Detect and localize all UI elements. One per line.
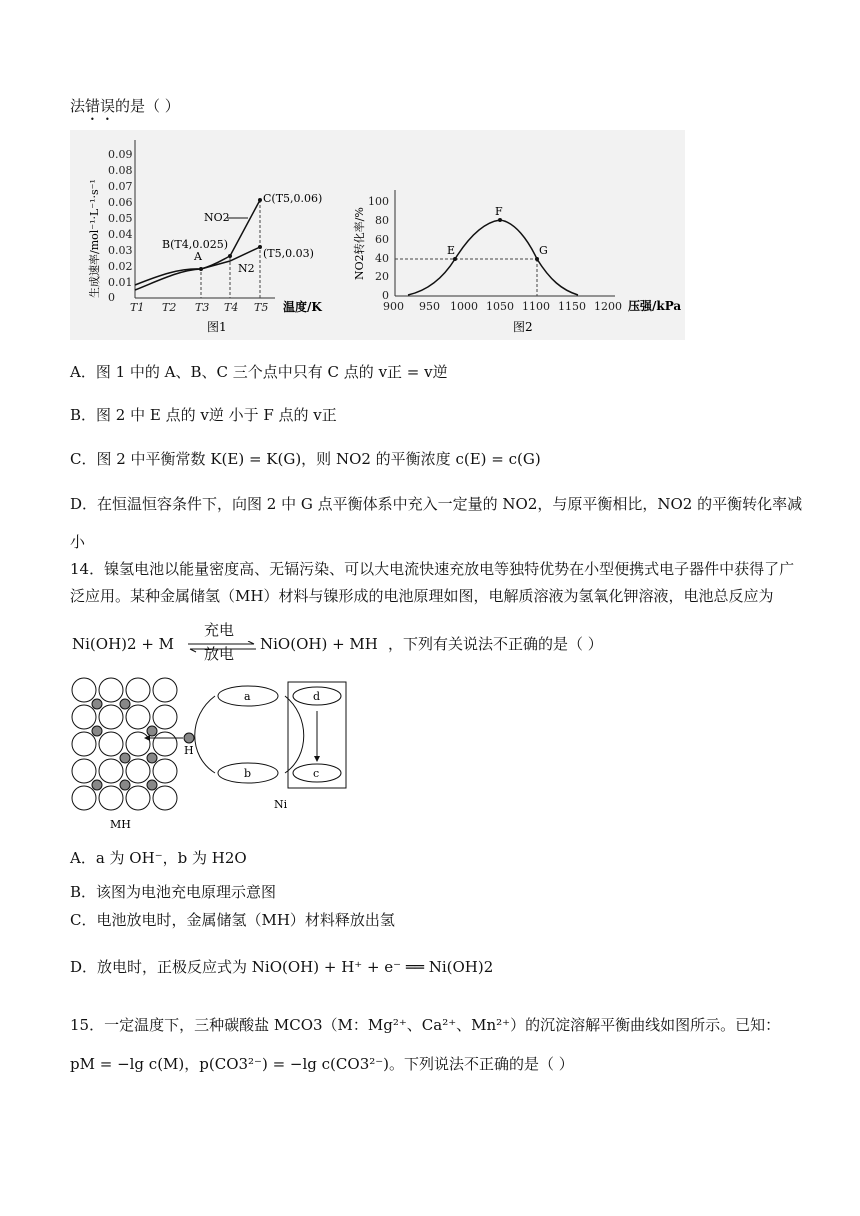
q13-option-b: B．图 2 中 E 点的 v逆 小于 F 点的 v正 <box>70 406 337 424</box>
fig2-ytick: 80 <box>375 214 389 227</box>
fig1-ytick: 0.04 <box>108 228 133 241</box>
fig1-xlabel: 温度/K <box>283 300 322 314</box>
fig2-caption: 图2 <box>513 320 533 334</box>
eq-discharge-label: 放电 <box>204 645 235 663</box>
q15-stem-line1: 15．一定温度下，三种碳酸盐 MCO3（M：Mg²⁺、Ca²⁺、Mn²⁺）的沉淀溶解平衡曲线如图所示。已知： <box>70 1016 781 1034</box>
fig1-ytick: 0.07 <box>108 180 133 193</box>
fig1-xtick: T5 <box>254 301 269 314</box>
fig1-ytick: 0.01 <box>108 276 133 289</box>
q14-option-c: C．电池放电时，金属储氢（MH）材料释放出氢 <box>70 911 395 929</box>
label-d: d <box>313 690 321 703</box>
label-c: c <box>313 767 320 780</box>
fig1-xtick: T4 <box>224 301 239 314</box>
fig2-xtick: 1050 <box>486 300 514 313</box>
intro-line <box>70 96 180 124</box>
intro-text <box>70 97 180 115</box>
fig2-xtick: 1200 <box>594 300 622 313</box>
fig2-xtick: 900 <box>383 300 404 313</box>
label-b: b <box>244 767 252 780</box>
q14-option-d: D．放电时，正极反应式为 NiO(OH) + H⁺ + e⁻ ══ Ni(OH)2 <box>70 958 494 976</box>
fig1-xtick: T1 <box>130 301 145 314</box>
fig1-label-a: A <box>194 250 202 263</box>
intro-prefix: 法 <box>70 97 86 115</box>
fig1-caption: 图1 <box>207 320 227 334</box>
fig2-xtick: 1100 <box>522 300 550 313</box>
fig2-xtick: 950 <box>419 300 440 313</box>
q13-option-d-line2: 小 <box>70 533 86 551</box>
fig1-ytick: 0.09 <box>108 148 133 161</box>
q13-option-a: A．图 1 中的 A、B、C 三个点中只有 C 点的 v正 = v逆 <box>70 363 448 381</box>
fig1-label-d: (T5,0.03) <box>263 247 314 260</box>
label-ni: Ni <box>274 798 288 811</box>
fig1-label-no2: NO2 <box>204 211 230 224</box>
fig1-ytick: 0.06 <box>108 196 133 209</box>
fig2-ytick: 100 <box>368 195 389 208</box>
eq-arrow <box>188 622 256 662</box>
fig2-xlabel: 压强/kPa <box>628 299 682 313</box>
label-mh: MH <box>110 818 131 831</box>
fig1-ylabel: 生成速率/mol⁻¹·L⁻¹·s⁻¹ <box>88 179 101 298</box>
eq-tail: ，下列有关说法不正确的是（ ） <box>388 635 603 653</box>
fig2-ytick: 40 <box>375 252 389 265</box>
fig2-ytick: 60 <box>375 233 389 246</box>
fig1-xtick: T3 <box>195 301 210 314</box>
fig1-ytick: 0.08 <box>108 164 133 177</box>
fig1-ytick: 0.02 <box>108 260 133 273</box>
fig2-label-e: E <box>447 244 456 257</box>
q13-option-d-line1: D．在恒温恒容条件下，向图 2 中 G 点平衡体系中充入一定量的 NO2，与原平衡相比，NO2 的平衡转化率减 <box>70 495 803 513</box>
fig1-label-c: C(T5,0.06) <box>263 192 323 205</box>
q14-option-a: A．a 为 OH⁻，b 为 H2O <box>70 849 247 867</box>
q15-stem-line2: pM = −lg c(M)，p(CO3²⁻) = −lg c(CO3²⁻)。下列说法不正确的是（ ） <box>70 1055 574 1073</box>
fig1-ytick: 0 <box>108 291 115 304</box>
eq-left: Ni(OH)2 + M <box>72 635 175 653</box>
label-h: H <box>184 744 194 757</box>
fig1-label-b: B(T4,0.025) <box>162 238 228 251</box>
fig2-ylabel: NO2转化率/% <box>353 207 366 280</box>
fig1-ytick: 0.05 <box>108 212 133 225</box>
figure-1-and-2 <box>70 130 685 340</box>
fig1-label-n2: N2 <box>238 262 255 275</box>
fig2-xtick: 1000 <box>450 300 478 313</box>
fig1-ytick: 0.03 <box>108 244 133 257</box>
q14-stem-line1: 14．镍氢电池以能量密度高、无镉污染、可以大电流快速充放电等独特优势在小型便携式电子器件中获得了广 <box>70 560 795 578</box>
fig2-label-g: G <box>539 244 548 257</box>
eq-charge-label: 充电 <box>204 621 235 639</box>
battery-diagram <box>70 676 350 836</box>
fig2-ytick: 0 <box>382 289 389 302</box>
intro-rest: 的是（ ） <box>115 97 180 115</box>
label-a: a <box>244 690 251 703</box>
q13-option-c: C．图 2 中平衡常数 K(E) = K(G)，则 NO2 的平衡浓度 c(E) = c(G) <box>70 450 541 468</box>
fig2-ytick: 20 <box>375 270 389 283</box>
intro-emphasis: 错误 <box>85 97 116 115</box>
eq-right: NiO(OH) + MH <box>260 635 378 653</box>
q14-stem-line2: 泛应用。某种金属储氢（MH）材料与镍形成的电池原理如图，电解质溶液为氢氧化钾溶液，电池总反应为 <box>70 587 774 605</box>
q14-option-b: B．该图为电池充电原理示意图 <box>70 883 277 901</box>
fig2-xtick: 1150 <box>558 300 586 313</box>
fig1-xtick: T2 <box>162 301 177 314</box>
fig2-label-f: F <box>495 205 503 218</box>
